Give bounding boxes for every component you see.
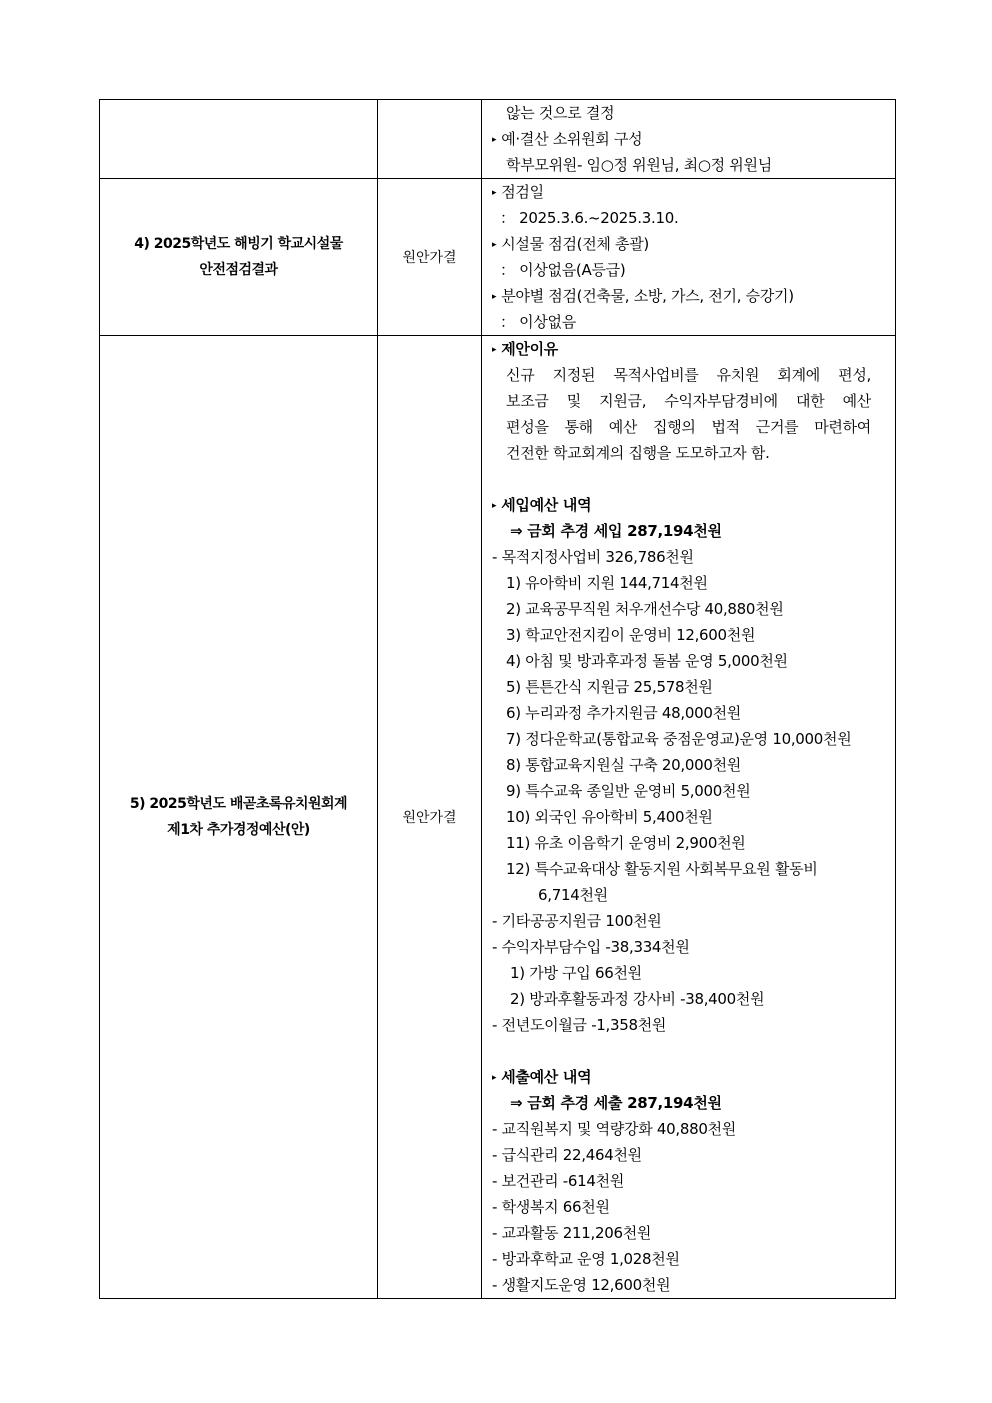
content-line <box>492 100 895 126</box>
triangle-bullet-icon: ▸ <box>492 501 497 511</box>
triangle-bullet-icon: ▸ <box>492 188 497 198</box>
line-text: 6,714천원 <box>538 886 608 904</box>
agenda-row <box>100 179 896 336</box>
line-text: 시설물 점검(전체 총괄) <box>501 235 649 253</box>
line-text: 12) 특수교육대상 활동지원 사회복무요원 활동비 <box>506 860 818 878</box>
line-text: ： 이상없음(A등급) <box>500 261 626 279</box>
line-text: ⇒ 금회 추경 세입 287,194천원 <box>510 522 722 540</box>
content-line <box>492 518 895 544</box>
line-text: 제안이유 <box>501 340 558 358</box>
triangle-bullet-icon: ▸ <box>492 240 497 250</box>
content-line <box>492 960 895 986</box>
content-line <box>492 309 895 335</box>
result-cell <box>378 336 482 1299</box>
content-line <box>492 205 895 231</box>
line-text: 않는 것으로 결정 <box>506 104 615 122</box>
line-text: 3) 학교안전지킴이 운영비 12,600천원 <box>506 626 756 644</box>
line-text: 예·결산 소위원회 구성 <box>501 130 643 148</box>
triangle-bullet-icon: ▸ <box>492 345 497 355</box>
line-text: 보조금 및 지원금, 수익자부담경비에 대한 예산 <box>506 392 871 410</box>
line-text: 4) 아침 및 방과후과정 돌봄 운영 5,000천원 <box>506 652 788 670</box>
line-text: ⇒ 금회 추경 세출 287,194천원 <box>510 1094 722 1112</box>
result-cell <box>378 100 482 179</box>
content-line <box>492 1220 895 1246</box>
line-text: 분야별 점검(건축물, 소방, 가스, 전기, 승강기) <box>501 287 794 305</box>
content-line <box>492 1012 895 1038</box>
minutes-table-body <box>100 100 896 1299</box>
line-text: - 목적지정사업비 326,786천원 <box>492 548 694 566</box>
blank-line <box>492 466 895 492</box>
minutes-table <box>99 99 896 1299</box>
content-cell <box>482 100 896 179</box>
result-cell <box>378 179 482 336</box>
line-text: 10) 외국인 유아학비 5,400천원 <box>506 808 713 826</box>
result-text: 원안가결 <box>402 810 457 826</box>
section-heading <box>492 179 895 205</box>
content-line <box>492 1246 895 1272</box>
content-line <box>492 908 895 934</box>
content-line <box>492 986 895 1012</box>
section-heading <box>492 492 895 518</box>
triangle-bullet-icon: ▸ <box>492 292 497 302</box>
content-line <box>492 1168 895 1194</box>
line-text: ： 이상없음 <box>500 313 576 331</box>
content-line <box>492 1272 895 1298</box>
line-text: 학부모위원- 임○정 위원님, 최○정 위원님 <box>506 156 772 174</box>
triangle-bullet-icon: ▸ <box>492 135 497 145</box>
section-heading <box>492 283 895 309</box>
content-line <box>492 1090 895 1116</box>
triangle-bullet-icon: ▸ <box>492 1073 497 1083</box>
agenda-title-line: 4) 2025학년도 해빙기 학교시설물 <box>134 236 343 252</box>
section-heading <box>492 1064 895 1090</box>
content-line <box>492 414 895 440</box>
agenda-row <box>100 100 896 179</box>
content-line <box>492 622 895 648</box>
content-line <box>492 726 895 752</box>
line-text: 건전한 학교회계의 집행을 도모하고자 함. <box>506 444 770 462</box>
section-heading <box>492 336 895 362</box>
agenda-title-cell <box>100 179 378 336</box>
line-text: - 전년도이월금 -1,358천원 <box>492 1016 667 1034</box>
content-line <box>492 388 895 414</box>
line-text: - 방과후학교 운영 1,028천원 <box>492 1250 680 1268</box>
agenda-title-cell <box>100 336 378 1299</box>
line-text: 2) 교육공무직원 처우개선수당 40,880천원 <box>506 600 784 618</box>
content-line <box>492 544 895 570</box>
blank-line <box>492 1038 895 1064</box>
content-line <box>492 1194 895 1220</box>
content-line <box>492 674 895 700</box>
line-text: 1) 가방 구입 66천원 <box>510 964 642 982</box>
line-text: - 학생복지 66천원 <box>492 1198 610 1216</box>
content-cell <box>482 336 896 1299</box>
agenda-title-line: 5) 2025학년도 배곧초록유치원회계 <box>129 796 348 812</box>
line-text: - 수익자부담수입 -38,334천원 <box>492 938 690 956</box>
content-line <box>492 856 895 882</box>
content-line <box>492 830 895 856</box>
agenda-title-cell <box>100 100 378 179</box>
line-text: 세출예산 내역 <box>501 1068 592 1086</box>
agenda-title-line: 안전점검결과 <box>199 262 278 278</box>
line-text: - 기타공공지원금 100천원 <box>492 912 662 930</box>
line-text: 11) 유초 이음학기 운영비 2,900천원 <box>506 834 746 852</box>
line-text: 6) 누리과정 추가지원금 48,000천원 <box>506 704 741 722</box>
line-text: 세입예산 내역 <box>501 496 592 514</box>
content-line <box>492 1142 895 1168</box>
line-text: 신규 지정된 목적사업비를 유치원 회계에 편성, <box>506 366 871 384</box>
content-line <box>492 440 895 466</box>
line-text: - 보건관리 -614천원 <box>492 1172 625 1190</box>
content-line <box>492 752 895 778</box>
line-text: ： 2025.3.6.~2025.3.10. <box>500 209 679 227</box>
content-line <box>492 257 895 283</box>
agenda-row <box>100 336 896 1299</box>
content-line <box>492 882 895 908</box>
line-text: 5) 튼튼간식 지원금 25,578천원 <box>506 678 713 696</box>
line-text: - 급식관리 22,464천원 <box>492 1146 642 1164</box>
content-line <box>492 648 895 674</box>
content-cell <box>482 179 896 336</box>
line-text: 8) 통합교육지원실 구축 20,000천원 <box>506 756 741 774</box>
content-line <box>492 596 895 622</box>
line-text: - 교과활동 211,206천원 <box>492 1224 652 1242</box>
content-line <box>492 1116 895 1142</box>
line-text: - 교직원복지 및 역량강화 40,880천원 <box>492 1120 736 1138</box>
result-text: 원안가결 <box>402 250 457 266</box>
line-text: 점검일 <box>501 183 544 201</box>
content-line <box>492 152 895 178</box>
content-line <box>492 362 895 388</box>
content-line <box>492 700 895 726</box>
section-heading <box>492 126 895 152</box>
line-text: 편성을 통해 예산 집행의 법적 근거를 마련하여 <box>506 418 871 436</box>
line-text: 9) 특수교육 종일반 운영비 5,000천원 <box>506 782 751 800</box>
content-line <box>492 778 895 804</box>
line-text: 1) 유아학비 지원 144,714천원 <box>506 574 708 592</box>
agenda-title-line: 제1차 추가경정예산(안) <box>167 822 310 838</box>
content-line <box>492 804 895 830</box>
content-line <box>492 570 895 596</box>
content-line <box>492 934 895 960</box>
line-text: - 생활지도운영 12,600천원 <box>492 1276 671 1294</box>
line-text: 7) 정다운학교(통합교육 중점운영교)운영 10,000천원 <box>506 730 852 748</box>
section-heading <box>492 231 895 257</box>
line-text: 2) 방과후활동과정 강사비 -38,400천원 <box>510 990 765 1008</box>
